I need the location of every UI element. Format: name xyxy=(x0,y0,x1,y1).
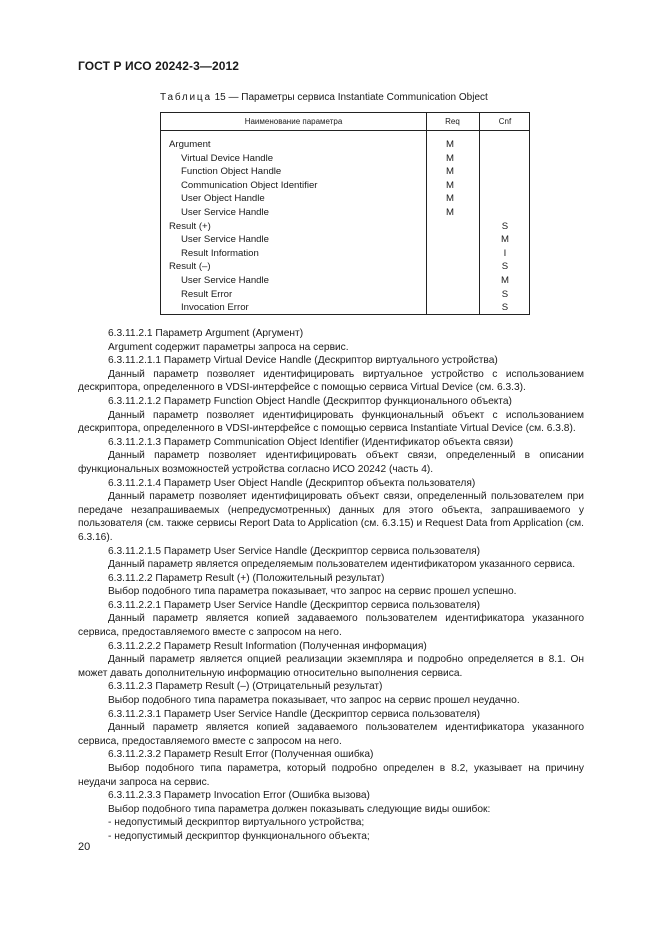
section-heading: 6.3.11.2.3.2 Параметр Result Error (Полученная ошибка) xyxy=(108,749,374,761)
paragraph: Данный параметр позволяет идентифицировать функциональный объект с использованием дескриптора, определенного в VDSI-интерфейсе с помощью сервиса Instantiate Virtual Device (см. 6.3.8). xyxy=(78,409,584,435)
table-cell-parameter: Function Object Handle xyxy=(181,166,282,178)
table-row xyxy=(161,220,529,234)
section-heading: 6.3.11.2.2 Параметр Result (+) (Положительный результат) xyxy=(108,572,385,584)
table-cell-parameter: Communication Object Identifier xyxy=(181,179,318,191)
section-heading: Выбор подобного типа параметра показывает, что запрос на сервис прошел успешно. xyxy=(108,586,517,598)
table-cell-parameter: Result Information xyxy=(181,247,259,259)
table-cell-req: M xyxy=(446,193,454,205)
table-row xyxy=(161,274,529,288)
table-row xyxy=(161,192,529,206)
table-cell-cnf: M xyxy=(501,234,509,246)
paragraph: Данный параметр является копией задаваемого пользователем идентификатора указанного сервиса, предоставляемого вместе с запросом на него. xyxy=(78,722,584,747)
table-cell-cnf: I xyxy=(503,247,507,259)
table-cell-cnf: S xyxy=(501,302,509,314)
table-cell-cnf: M xyxy=(501,274,509,286)
paragraph: Данный параметр является копией задаваемого пользователем идентификатора указанного сервиса, предоставляемого вместе с запросом на него. xyxy=(78,613,584,639)
paragraph: Выбор подобного типа параметра, который подробно определен в 8.2, указывает на причину неудачи запроса на сервис. xyxy=(78,763,584,788)
table-cell-parameter: User Object Handle xyxy=(181,193,265,205)
paragraph: Данный параметр позволяет идентифицировать объект связи, определенный в описании функциональных возможностей устройства согласно ИСО 20242 (часть 4). xyxy=(78,450,584,475)
section-heading: 6.3.11.2.1.4 Параметр User Object Handle (Дескриптор объекта пользователя) xyxy=(108,477,476,489)
list-item: - недопустимый дескриптор виртуального устройства; xyxy=(108,817,365,829)
table-row xyxy=(161,233,529,247)
table-row xyxy=(161,138,529,152)
paragraph: Данный параметр позволяет идентифицировать виртуальное устройство с использованием дескриптора, определенного в VDSI-интерфейсе с помощью сервиса Virtual Device (см. 6.3.3). xyxy=(78,368,584,394)
table-cell-parameter: User Service Handle xyxy=(181,234,269,246)
section-heading: Argument содержит параметры запроса на сервис. xyxy=(108,341,349,353)
table-row xyxy=(161,206,529,220)
list-item: - недопустимый дескриптор функционального объекта; xyxy=(108,830,370,842)
section-heading: 6.3.11.2.2.2 Параметр Result Information (Полученная информация) xyxy=(108,640,427,652)
table-caption-text: 15 — Параметры сервиса Instantiate Communication Object xyxy=(211,92,488,103)
table-cell-parameter: Invocation Error xyxy=(181,302,249,314)
section-heading: Выбор подобного типа параметра показывает, что запрос на сервис прошел неудачно. xyxy=(108,695,520,707)
table-cell-parameter: Result (+) xyxy=(169,220,211,232)
section-heading: 6.3.11.2.1.1 Параметр Virtual Device Handle (Дескриптор виртуального устройства) xyxy=(108,355,498,367)
table-body xyxy=(161,138,529,315)
section-heading: 6.3.11.2.1.3 Параметр Communication Object Identifier (Идентификатор объекта связи) xyxy=(108,436,514,448)
table-cell-cnf: S xyxy=(501,288,509,300)
section-heading: 6.3.11.2.1.5 Параметр User Service Handle (Дескриптор сервиса пользователя) xyxy=(108,545,481,557)
table-cell-cnf: S xyxy=(501,220,509,232)
table-row xyxy=(161,165,529,179)
paragraph: Данный параметр является опцией реализации экземпляра и подробно определяется в 8.1. Он может давать дополнительную информацию относительно выполнения сервиса. xyxy=(78,654,584,679)
table-cell-cnf: S xyxy=(501,261,509,273)
table-cell-req: M xyxy=(446,179,454,191)
table-row xyxy=(161,301,529,315)
parameters-table xyxy=(160,112,530,315)
table-row xyxy=(161,288,529,302)
table-row xyxy=(161,260,529,274)
table-row xyxy=(161,179,529,193)
document-header: ГОСТ Р ИСО 20242-3—2012 xyxy=(78,59,240,73)
section-heading: 6.3.11.2.3 Параметр Result (–) (Отрицательный результат) xyxy=(108,681,383,693)
table-header-parameter: Наименование параметра xyxy=(244,117,343,126)
table-caption-word: Таблица xyxy=(160,92,212,103)
table-cell-parameter: Virtual Device Handle xyxy=(181,152,274,164)
table-cell-req: M xyxy=(446,206,454,218)
section-heading: 6.3.11.2.3.1 Параметр User Service Handle (Дескриптор сервиса пользователя) xyxy=(108,708,481,720)
table-header-req: Req xyxy=(445,117,460,126)
table-cell-req: M xyxy=(446,152,454,164)
table-row xyxy=(161,247,529,261)
table-cell-parameter: Result Error xyxy=(181,288,233,300)
section-heading: Данный параметр является определяемым пользователем идентификатором указанного сервиса. xyxy=(108,559,576,571)
section-heading: 6.3.11.2.2.1 Параметр User Service Handle (Дескриптор сервиса пользователя) xyxy=(108,599,481,611)
body-text xyxy=(78,327,584,844)
table-cell-req: M xyxy=(446,166,454,178)
paragraph: Данный параметр позволяет идентифицировать объект связи, определенный пользователем при передаче незапрашиваемых (непредусмотренных) данных для этого объекта, запрашиваемого у пользователя (см. также сервисы Report Data to Application (см. 6.3.15) и Request Data from Application (см. 6.3.16). xyxy=(78,491,584,543)
table-row xyxy=(161,152,529,166)
table-cell-parameter: User Service Handle xyxy=(181,274,269,286)
table-cell-parameter: Argument xyxy=(169,139,211,150)
table-header-cnf: Cnf xyxy=(498,117,512,126)
table-cell-parameter: User Service Handle xyxy=(181,206,269,218)
section-heading: 6.3.11.2.1.2 Параметр Function Object Handle (Дескриптор функционального объекта) xyxy=(108,395,512,407)
section-heading: 6.3.11.2.1 Параметр Argument (Аргумент) xyxy=(108,328,304,339)
section-heading: Выбор подобного типа параметра должен показывать следующие виды ошибок: xyxy=(108,803,491,815)
section-heading: 6.3.11.2.3.3 Параметр Invocation Error (Ошибка вызова) xyxy=(108,790,370,802)
table-cell-req: M xyxy=(446,139,454,150)
page-number: 20 xyxy=(78,841,91,853)
table-cell-parameter: Result (–) xyxy=(169,261,211,273)
table-caption xyxy=(160,92,488,103)
